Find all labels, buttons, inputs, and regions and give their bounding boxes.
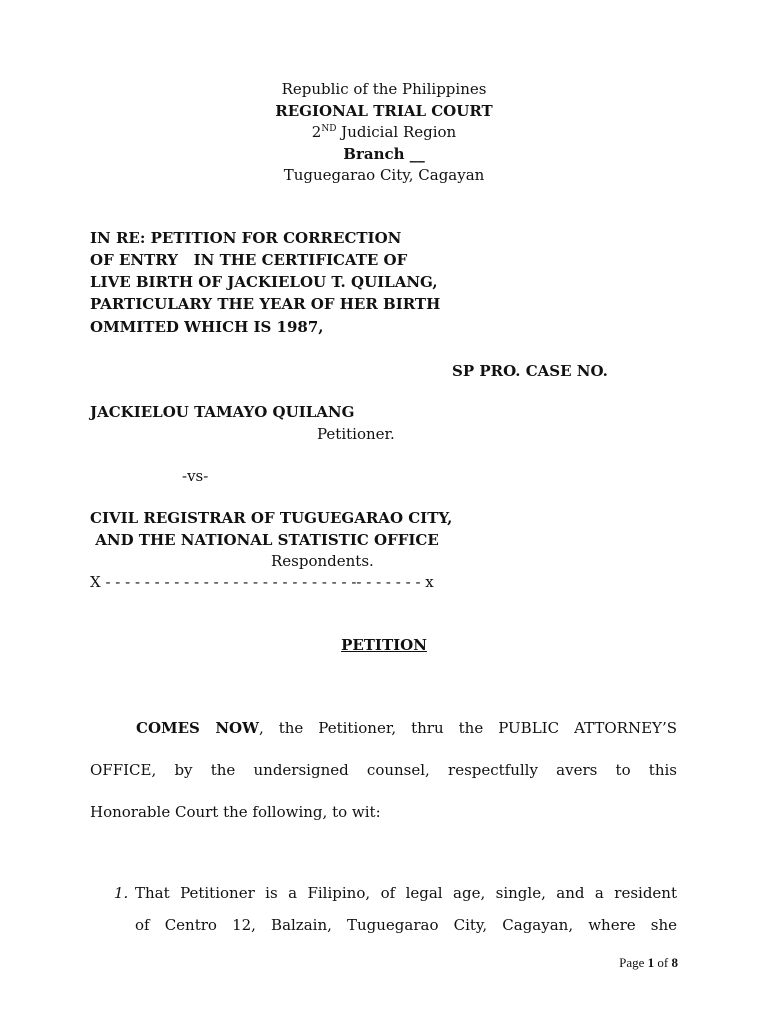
petitioner-label: Petitioner.	[317, 425, 395, 443]
caption-in-re-line: OF ENTRY IN THE CERTIFICATE OF	[90, 251, 408, 269]
header-branch: Branch __	[343, 145, 425, 163]
region-number: 2	[311, 123, 322, 141]
caption-separator: X - - - - - - - - - - - - - - - - - - - - - - - - - -- - - - - - - x	[90, 573, 434, 591]
respondent-line: CIVIL REGISTRAR OF TUGUEGARAO CITY,	[90, 509, 453, 527]
header-court: REGIONAL TRIAL COURT	[275, 102, 493, 120]
caption-in-re-line: LIVE BIRTH OF JACKIELOU T. QUILANG,	[90, 273, 438, 291]
page-total: 8	[671, 955, 678, 970]
caption-in-re-line: PARTICULARY THE YEAR OF HER BIRTH	[90, 295, 441, 313]
intro-emphasis: COMES NOW	[136, 719, 259, 737]
respondent-line: AND THE NATIONAL STATISTIC OFFICE	[90, 531, 439, 549]
intro-text: , the Petitioner, thru the PUBLIC ATTORNEY’S	[258, 719, 677, 737]
petitioner-name: JACKIELOU TAMAYO QUILANG	[90, 403, 355, 421]
header-city: Tuguegarao City, Cagayan	[283, 166, 485, 184]
region-ordinal: ND	[321, 124, 337, 134]
case-number: SP PRO. CASE NO.	[452, 362, 608, 380]
page-current: 1	[647, 955, 655, 970]
caption-in-re-line: IN RE: PETITION FOR CORRECTION	[90, 229, 402, 247]
respondent-label: Respondents.	[271, 552, 374, 570]
versus: -vs-	[182, 467, 209, 485]
header-region	[0, 125, 768, 140]
document-title: PETITION	[341, 636, 427, 654]
body-paragraph-line: Honorable Court the following, to wit:	[90, 803, 381, 821]
list-item-line: of Centro 12, Balzain, Tuguegarao City, Cagayan, where she	[135, 916, 677, 934]
region-label: Judicial Region	[336, 123, 457, 141]
list-item-line: That Petitioner is a Filipino, of legal age, single, and a resident	[135, 884, 677, 902]
page-label: Page	[619, 955, 648, 970]
list-item-number: 1.	[114, 884, 129, 902]
body-paragraph-line	[90, 721, 677, 736]
header-republic: Republic of the Philippines	[281, 80, 487, 98]
caption-in-re-line: OMMITED WHICH IS 1987,	[90, 318, 324, 336]
page-footer	[619, 955, 678, 971]
body-paragraph-line: OFFICE, by the undersigned counsel, respectfully avers to this	[90, 761, 677, 779]
page-of-label: of	[654, 955, 672, 970]
